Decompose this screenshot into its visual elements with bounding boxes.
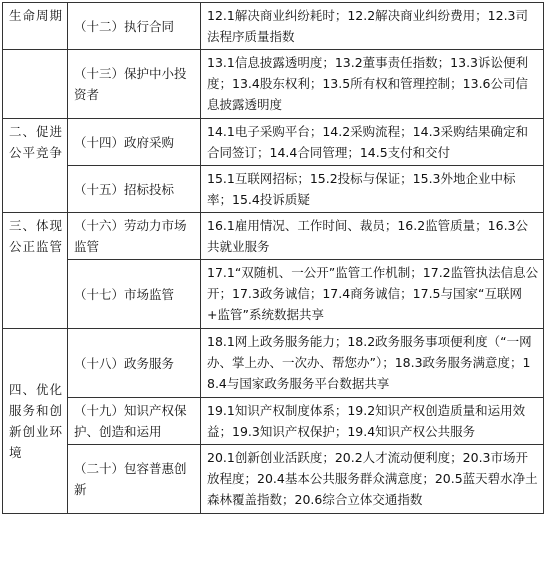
category-cell-lifecycle: 生命周期: [3, 3, 68, 50]
indicator-cell: 12.1解决商业纠纷耗时；12.2解决商业纠纷费用；12.3司法程序质量指数: [201, 3, 544, 50]
subcategory-cell: （十三）保护中小投资者: [68, 50, 201, 119]
category-cell-service-innovation: 四、优化服务和创新创业环境: [3, 329, 68, 514]
category-cell-fair-competition: 二、促进公平竞争: [3, 119, 68, 213]
subcategory-cell: （十四）政府采购: [68, 119, 201, 166]
table-row: [3, 329, 544, 398]
subcategory-cell: （十六）劳动力市场监管: [68, 213, 201, 260]
subcategory-cell: （十九）知识产权保护、创造和运用: [68, 398, 201, 445]
indicator-cell: 16.1雇用情况、工作时间、裁员；16.2监管质量；16.3公共就业服务: [201, 213, 544, 260]
indicator-cell: 19.1知识产权制度体系；19.2知识产权创造质量和运用效益；19.3知识产权保护；19.4知识产权公共服务: [201, 398, 544, 445]
subcategory-cell: （十二）执行合同: [68, 3, 201, 50]
indicator-cell: 13.1信息披露透明度；13.2董事责任指数；13.3诉讼便利度；13.4股东权利；13.5所有权和管理控制；13.6公司信息披露透明度: [201, 50, 544, 119]
category-cell-fair-regulation: 三、体现公正监管: [3, 213, 68, 329]
subcategory-cell: （十八）政务服务: [68, 329, 201, 398]
indicator-cell: 14.1电子采购平台；14.2采购流程；14.3采购结果确定和合同签订；14.4合同管理；14.5支付和交付: [201, 119, 544, 166]
table-row: [3, 213, 544, 260]
subcategory-cell: （二十）包容普惠创新: [68, 445, 201, 514]
subcategory-cell: （十七）市场监管: [68, 260, 201, 329]
indicator-cell: 15.1互联网招标；15.2投标与保证；15.3外地企业中标率；15.4投诉质疑: [201, 166, 544, 213]
table-row: [3, 50, 544, 119]
table-row: [3, 119, 544, 166]
subcategory-cell: （十五）招标投标: [68, 166, 201, 213]
category-cell-empty: [3, 50, 68, 119]
indicator-cell: 17.1“双随机、一公开”监管工作机制；17.2监管执法信息公开；17.3政务诚信；17.4商务诚信；17.5与国家“互联网+监管”系统数据共享: [201, 260, 544, 329]
indicator-table: [2, 2, 544, 514]
table-row: [3, 166, 544, 213]
table-row: [3, 3, 544, 50]
table-row: [3, 398, 544, 445]
table-row: [3, 260, 544, 329]
table-row: [3, 445, 544, 514]
indicator-cell: 18.1网上政务服务能力；18.2政务服务事项便利度（“一网办、掌上办、一次办、帮您办”）；18.3政务服务满意度；18.4与国家政务服务平台数据共享: [201, 329, 544, 398]
indicator-cell: 20.1创新创业活跃度；20.2人才流动便利度；20.3市场开放程度；20.4基本公共服务群众满意度；20.5蓝天碧水净土森林覆盖指数；20.6综合立体交通指数: [201, 445, 544, 514]
